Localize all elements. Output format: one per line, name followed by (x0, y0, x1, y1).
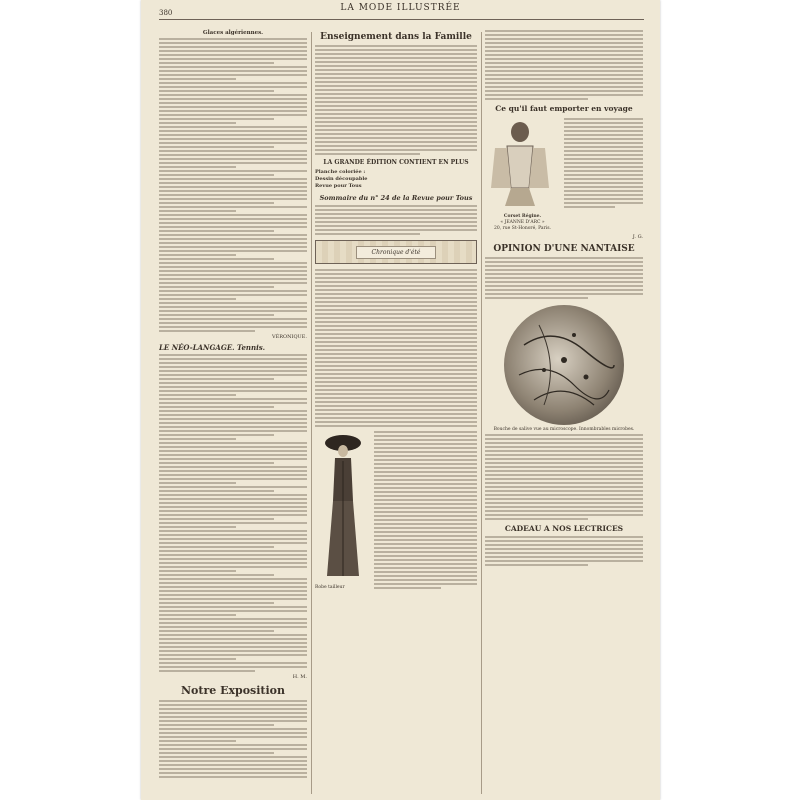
column-1 (159, 28, 307, 780)
signature-veronique: VÉRONIQUE. (271, 334, 307, 340)
article-chronique-text (315, 269, 477, 427)
fashion-illustration (315, 429, 370, 591)
page-number: 380 (159, 9, 173, 17)
chronique-banner-title: Chronique d'été (356, 246, 436, 259)
section-title-cadeau: CADEAU A NOS LECTRICES (504, 524, 624, 533)
section-title-exposition: Notre Exposition (180, 684, 286, 697)
sommaire-text (315, 205, 477, 235)
revue-pour-tous-label: Revue pour Tous (315, 183, 362, 189)
product-ad (485, 116, 560, 232)
microscope-image (504, 305, 624, 425)
edition-item (315, 176, 477, 183)
journal-title: LA MODE ILLUSTRÉE (340, 3, 461, 13)
signature-jg: J. G. (632, 234, 643, 240)
column-2 (315, 28, 477, 591)
edition-item (315, 169, 477, 176)
header-rule (159, 19, 644, 20)
article-enseignement-text (315, 45, 477, 155)
column-separator (481, 32, 482, 794)
section-title-neo-langage: LE NÉO-LANGAGE. Tennis. (159, 343, 266, 352)
voyage-block (485, 116, 643, 232)
microbes-illustration (504, 305, 624, 425)
dessin-decoupable-label: Dessin découpable (315, 176, 368, 182)
newspaper-page (141, 0, 660, 800)
section-title-sommaire: Sommaire du n° 24 de la Revue pour Tous (319, 194, 473, 202)
article-chronique-continued (374, 429, 477, 591)
article-intro-text (485, 30, 643, 100)
section-title-enseignement: Enseignement dans la Famille (320, 32, 472, 42)
article-opinion-text (485, 257, 643, 299)
section-title-emporter: Ce qu'il faut emporter en voyage (495, 104, 633, 113)
microscope-caption: Bouche de salive vue au microscope. Innombrables microbes. (493, 427, 635, 432)
article-glaces-text (159, 38, 307, 332)
signature-hm: H. M. (292, 674, 307, 680)
column-3 (485, 28, 643, 568)
article-neo-langage-text (159, 354, 307, 672)
planche-coloriee-label: Planche coloriée : (315, 169, 366, 175)
illustration-caption: Robe tailleur (315, 585, 345, 590)
section-title-glaces: Glaces algériennes. (202, 30, 264, 36)
article-dentol-text (485, 434, 643, 520)
illustration-block (315, 429, 477, 591)
page-header (141, 0, 660, 28)
corset-woman-illustration (485, 118, 555, 208)
article-cadeau-text (485, 536, 643, 566)
article-voyage-text (564, 116, 643, 232)
edition-item (315, 183, 477, 190)
section-title-opinion: OPINION D'UNE NANTAISE (493, 244, 635, 254)
product-caption: Corset Régine. (503, 214, 542, 219)
woman-in-dress-illustration (319, 431, 367, 581)
section-title-grande-edition: LA GRANDE ÉDITION CONTIENT EN PLUS (323, 159, 469, 166)
chronique-banner (315, 240, 477, 264)
product-maker: « JEANNE D'ARC » (500, 220, 545, 225)
product-address: 20, rue St-Honoré, Paris. (494, 226, 551, 231)
article-exposition-text (159, 700, 307, 778)
column-separator (311, 32, 312, 794)
